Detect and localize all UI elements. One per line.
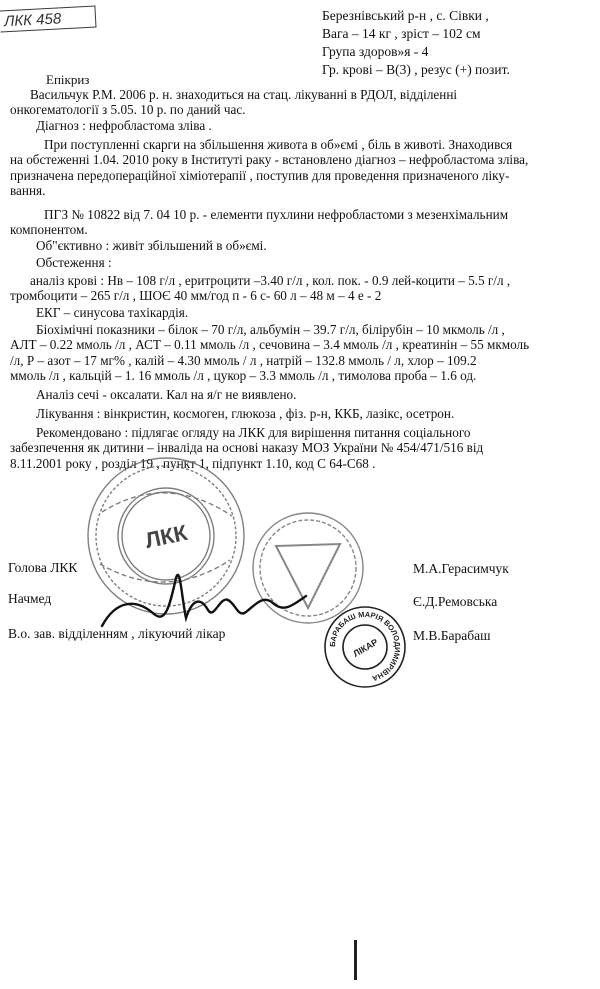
objective-line: Об"єктивно : живіт збільшений в об»ємі.	[36, 238, 267, 253]
recommendation-line: 8.11.2001 року , розділ 19 , пункт 1, підпункт 1.10, код С 64-С68 .	[10, 455, 376, 471]
exams-title: Обстеження :	[36, 255, 112, 271]
complaints-line: вання.	[10, 182, 46, 198]
header-blood-group: Гр. крові – В(3) , резус (+) позит.	[322, 62, 510, 77]
histology-line: компонентом.	[10, 222, 88, 238]
header-location: Березнівський р-н , с. Сівки ,	[322, 8, 489, 23]
intro-line: Васильчук Р.М. 2006 р. н. знаходиться на стац. лікуванні в РДОЛ, відділенні	[30, 87, 458, 102]
intro-paragraph	[10, 87, 585, 133]
histology-paragraph	[10, 207, 585, 238]
doctor-personal-stamp	[322, 604, 408, 690]
header-weight-height: Вага – 14 кг , зріст – 102 см	[322, 26, 481, 41]
urine-treatment	[10, 387, 585, 422]
treatment-line: Лікування : вінкристин, космоген, глюкоза , фіз. р-н, ККБ, лазікс, осетрон.	[36, 406, 455, 422]
registration-stamp: ЛКК 458	[0, 6, 97, 33]
urine-line: Аналіз сечі - оксалати. Кал на я/г не виявлено.	[36, 387, 297, 402]
signature-name: М.А.Герасимчук	[413, 561, 509, 576]
intro-line: онкогематології з 5.05. 10 р. по даний час.	[10, 102, 246, 118]
complaints-line: При поступленні скарги на збільшення живота в об»ємі , біль в животі. Знаходився	[44, 137, 513, 152]
blood-test	[10, 273, 585, 320]
signature-role: В.о. зав. відділенням , лікуючий лікар	[8, 626, 226, 641]
doctor-stamp-ring-text: БАРАБАШ МАРІЯ ВОЛОДИМИРІВНА	[327, 609, 403, 684]
signature-name: Є.Д.Ремовська	[413, 594, 498, 609]
recommendation-line: забезпечення як дитини – інваліда на основі наказу МОЗ України № 454/471/516 від	[10, 440, 484, 456]
biochem-line: АЛТ – 0.22 ммоль /л , АСТ – 0.11 ммоль /л , сечовина – 3.4 ммоль /л , креатинін – 55 мкмоль	[10, 337, 530, 353]
diagnosis-line: Діагноз : нефробластома зліва .	[36, 117, 212, 133]
complaints-paragraph	[10, 137, 585, 198]
biochem-line: /л, Р – азот – 17 мг% , калій – 4.30 ммоль / л , натрій – 132.8 ммоль / л, хлор – 109.2	[10, 352, 477, 368]
complaints-line: на обстеженні 1.04. 2010 року в Інституті раку - встановлено діагноз – нефробластома зліва,	[10, 152, 529, 168]
signature-name: М.В.Барабаш	[413, 628, 491, 643]
objective-exams	[10, 238, 585, 271]
histology-line: ПГЗ № 10822 від 7. 04 10 р. - елементи пухлини нефробластоми з мезенхімальним	[44, 207, 509, 222]
recommendation-line: Рекомендовано : підлягає огляду на ЛКК для вирішення питання соціального	[36, 425, 471, 440]
document-title: Епікриз	[46, 72, 90, 87]
lkk-seal-text: ЛКК	[142, 519, 190, 554]
ecg-line: ЕКГ – синусова тахікардія.	[36, 304, 189, 320]
header-health-group: Група здоров»я - 4	[322, 44, 429, 59]
signature-role: Голова ЛКК	[8, 560, 78, 575]
biochemistry	[10, 322, 585, 383]
biochem-line: ммоль /л , кальцій – 1. 16 ммоль /л , цукор – 3.3 ммоль /л , тимолова проба – 1.6 од.	[10, 367, 477, 383]
blood-test-line: тромбоцити – 265 г/л , ШОЄ 40 мм/год п - 6 с- 60 л – 48 м – 4 е - 2	[10, 288, 382, 304]
blood-test-line: аналіз крові : Нв – 108 г/л , еритроцити –3.40 г/л , кол. пок. - 0.9 лей-коцити – 5.5 г/л ,	[30, 273, 511, 288]
scan-artifact-line	[354, 940, 357, 980]
doctor-stamp-text: ЛІКАР	[351, 636, 380, 659]
complaints-line: призначена передопераційної хіміотерапії , поступив для проведення призначеного ліку-	[10, 167, 510, 183]
biochem-line: Біохімічні показники – білок – 70 г/л, альбумін – 39.7 г/л, білірубін – 10 мкмоль /л ,	[36, 322, 505, 337]
signature-role: Начмед	[8, 591, 52, 606]
